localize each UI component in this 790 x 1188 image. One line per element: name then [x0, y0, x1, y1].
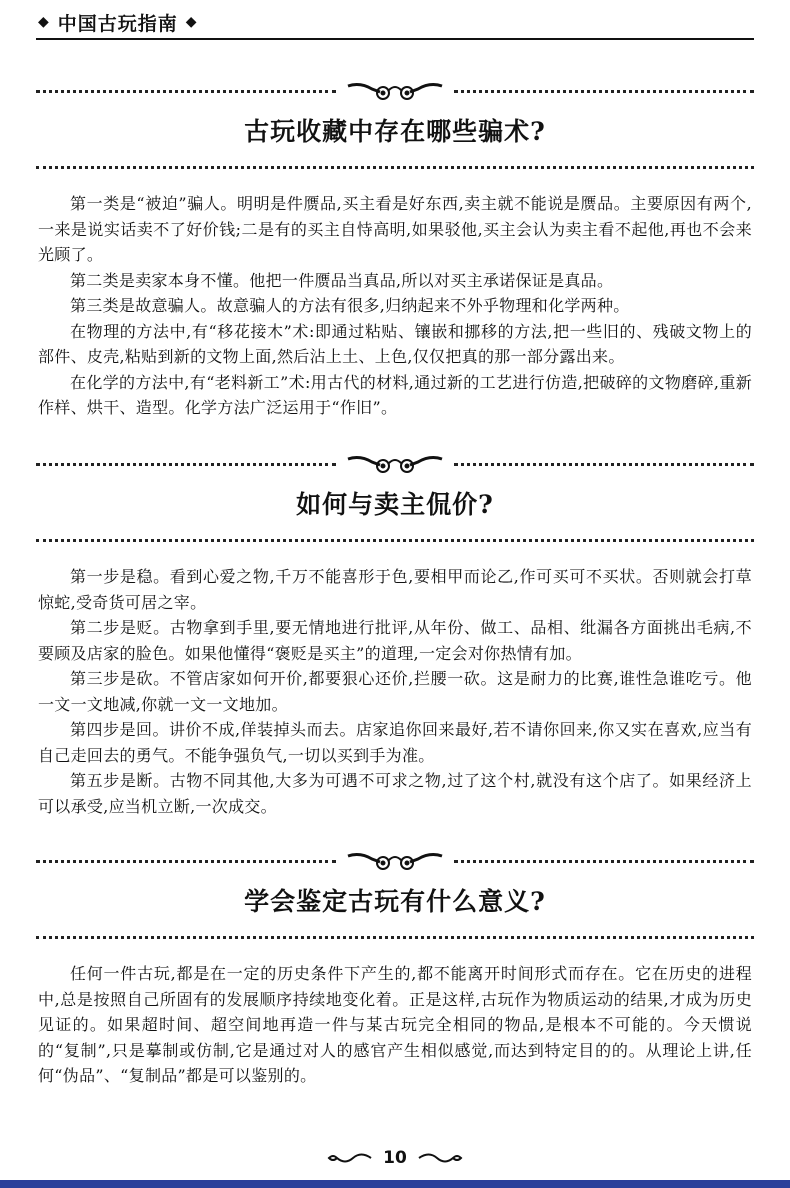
scroll-ornament-icon — [340, 453, 450, 475]
section-body — [36, 961, 754, 1089]
section-bargaining — [36, 453, 754, 819]
ornament-divider — [36, 453, 754, 475]
diamond-icon: ◆ — [185, 14, 198, 30]
book-title: 中国古玩指南 — [57, 12, 178, 35]
paragraph: 第一步是稳。看到心爱之物,千万不能喜形于色,要相甲而论乙,作可买可不买状。否则就会打草惊蛇,受奇货可居之宰。 — [38, 567, 752, 612]
section-title: 古玩收藏中存在哪些骗术? — [244, 117, 546, 146]
dotted-rule — [36, 166, 754, 169]
left-flourish-icon — [325, 1149, 373, 1167]
section-title: 如何与卖主侃价? — [296, 490, 494, 519]
paragraph: 第四步是回。讲价不成,佯装掉头而去。店家追你回来最好,若不请你回来,你又实在喜欢,应当有自己走回去的勇气。不能争强负气,一切以买到手为准。 — [38, 720, 752, 765]
dotted-rule — [36, 539, 754, 542]
ornament-divider — [36, 80, 754, 102]
section-appraisal — [36, 850, 754, 1089]
section-body — [36, 564, 754, 819]
section-swindles — [36, 80, 754, 421]
scroll-ornament-icon — [340, 80, 450, 102]
diamond-icon: ◆ — [38, 14, 50, 30]
paragraph: 第二步是贬。古物拿到手里,要无情地进行批评,从年份、做工、品相、纰漏各方面挑出毛病,不要顾及店家的脸色。如果他懂得“褒贬是买主”的道理,一定会对你热情有加。 — [38, 618, 752, 663]
bottom-color-bar — [0, 1180, 790, 1188]
dotted-rule — [36, 936, 754, 939]
right-flourish-icon — [417, 1149, 465, 1167]
section-body — [36, 191, 754, 421]
paragraph: 在化学的方法中,有“老料新工”术:用古代的材料,通过新的工艺进行仿造,把破碎的文物磨碎,重新作样、烘干、造型。化学方法广泛运用于“作旧”。 — [38, 372, 752, 417]
page-number: 10 — [383, 1148, 407, 1168]
scroll-ornament-icon — [340, 850, 450, 872]
running-header — [38, 8, 198, 36]
paragraph: 第一类是“被迫”骗人。明明是件赝品,买主看是好东西,卖主就不能说是赝品。主要原因有两个,一来是说实话卖不了好价钱;二是有的买主自恃高明,如果驳他,买主会认为卖主看不起他,再也不会来光顾了。 — [38, 194, 752, 264]
page-footer — [0, 1143, 790, 1173]
section-title: 学会鉴定古玩有什么意义? — [244, 887, 546, 916]
paragraph: 第二类是卖家本身不懂。他把一件赝品当真品,所以对买主承诺保证是真品。 — [70, 270, 614, 290]
paragraph: 任何一件古玩,都是在一定的历史条件下产生的,都不能离开时间形式而存在。它在历史的进程中,总是按照自己所固有的发展顺序持续地变化着。正是这样,古玩作为物质运动的结果,才成为历史见证的。如果超时间、超空间地再造一件与某古玩完全相同的物品,是根本不可能的。今天惯说的“复制”,只是摹制或仿制,它是通过对人的感官产生相似感觉,而达到特定目的的。从理论上讲,任何“伪品”、“复制品”都是可以鉴别的。 — [38, 964, 752, 1085]
paragraph: 第五步是断。古物不同其他,大多为可遇不可求之物,过了这个村,就没有这个店了。如果经济上可以承受,应当机立断,一次成交。 — [38, 771, 752, 816]
paragraph: 第三步是砍。不管店家如何开价,都要狠心还价,拦腰一砍。这是耐力的比赛,谁性急谁吃亏。他一文一文地减,你就一文一文地加。 — [38, 669, 752, 714]
paragraph: 在物理的方法中,有“移花接木”术:即通过粘贴、镶嵌和挪移的方法,把一些旧的、残破文物上的部件、皮壳,粘贴到新的文物上面,然后沾上土、上色,仅仅把真的那一部分露出来。 — [38, 321, 752, 366]
ornament-divider — [36, 850, 754, 872]
header-rule — [36, 38, 754, 40]
paragraph: 第三类是故意骗人。故意骗人的方法有很多,归纳起来不外乎物理和化学两种。 — [70, 296, 630, 315]
